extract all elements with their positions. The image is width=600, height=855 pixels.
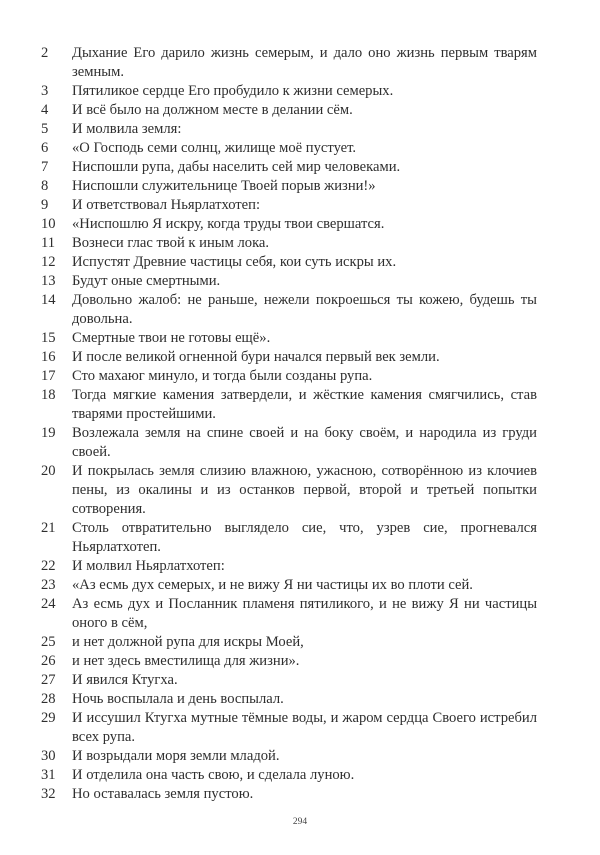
verse-row <box>41 101 537 120</box>
verse-text: «Аз есмь дух семерых, и не вижу Я ни частицы их во плоти сей. <box>72 577 473 593</box>
verse-text: Столь отвратительно выглядело сие, что, узрев сие, прогневался Ньярлатхотеп. <box>72 520 537 555</box>
verse-number: 28 <box>41 691 56 707</box>
verse-number: 30 <box>41 748 56 764</box>
verse-number: 25 <box>41 634 56 650</box>
verse-list <box>41 44 537 804</box>
verse-number: 19 <box>41 425 56 441</box>
verse-number: 14 <box>41 292 56 308</box>
verse-number: 18 <box>41 387 56 403</box>
verse-number: 3 <box>41 83 49 99</box>
verse-text: И явился Ктугха. <box>72 672 178 688</box>
verse-text: «Ниспошлю Я искру, когда труды твои свершатся. <box>72 216 385 232</box>
verse-row <box>41 633 537 652</box>
verse-number: 17 <box>41 368 56 384</box>
verse-text: И после великой огненной бури начался первый век земли. <box>72 349 440 365</box>
verse-number: 12 <box>41 254 56 270</box>
verse-number: 5 <box>41 121 49 137</box>
verse-row <box>41 196 537 215</box>
verse-number: 20 <box>41 463 56 479</box>
verse-row <box>41 424 537 462</box>
verse-text: Ночь воспылала и день воспылал. <box>72 691 284 707</box>
verse-text: И всё было на должном месте в делании сём. <box>72 102 353 118</box>
verse-number: 24 <box>41 596 56 612</box>
verse-row <box>41 785 537 804</box>
page-number: 294 <box>292 817 308 827</box>
verse-text: И иссушил Ктугха мутные тёмные воды, и жаром сердца Своего истребил всех рупа. <box>72 710 537 745</box>
verse-row <box>41 177 537 196</box>
verse-text: Испустят Древние частицы себя, кои суть искры их. <box>72 254 397 270</box>
verse-number: 16 <box>41 349 56 365</box>
verse-number: 4 <box>41 102 49 118</box>
verse-text: Сто махаюг минуло, и тогда были созданы рупа. <box>72 368 373 384</box>
verse-number: 31 <box>41 767 56 783</box>
verse-row <box>41 82 537 101</box>
verse-number: 26 <box>41 653 56 669</box>
verse-number: 2 <box>41 45 49 61</box>
verse-number: 22 <box>41 558 56 574</box>
verse-row <box>41 595 537 633</box>
verse-text: Аз есмь дух и Посланник пламеня пятиликого, и не вижу Я ни частицы оного в сём, <box>72 596 537 631</box>
verse-number: 11 <box>41 235 56 251</box>
verse-text: Ниспошли служительнице Твоей порыв жизни!» <box>72 178 376 194</box>
verse-text: И покрылась земля слизию влажною, ужасною, сотворённою из клочиев пены, из окалины и из останков первой, второй и третьей попытки сотворения. <box>72 463 537 517</box>
verse-number: 23 <box>41 577 56 593</box>
verse-text: И молвил Ньярлатхотеп: <box>72 558 225 574</box>
verse-number: 13 <box>41 273 56 289</box>
verse-row <box>41 747 537 766</box>
verse-row <box>41 671 537 690</box>
verse-text: Будут оные смертными. <box>72 273 221 289</box>
verse-row <box>41 690 537 709</box>
verse-text: Довольно жалоб: не раньше, нежели покроешься ты кожею, будешь ты довольна. <box>72 292 537 327</box>
verse-row <box>41 709 537 747</box>
verse-row <box>41 557 537 576</box>
verse-text: Дыхание Его дарило жизнь семерым, и дало оно жизнь первым тварям земным. <box>72 45 537 80</box>
verse-row <box>41 215 537 234</box>
verse-row <box>41 766 537 785</box>
verse-row <box>41 139 537 158</box>
verse-number: 10 <box>41 216 56 232</box>
verse-text: и нет должной рупа для искры Моей, <box>72 634 304 650</box>
verse-row <box>41 44 537 82</box>
verse-row <box>41 462 537 519</box>
verse-text: И отделила она часть свою, и сделала луною. <box>72 767 355 783</box>
verse-row <box>41 348 537 367</box>
verse-row <box>41 158 537 177</box>
verse-row <box>41 576 537 595</box>
verse-text: «О Господь семи солнц, жилище моё пустует. <box>72 140 357 156</box>
verse-number: 21 <box>41 520 56 536</box>
verse-row <box>41 234 537 253</box>
verse-number: 32 <box>41 786 56 802</box>
verse-row <box>41 652 537 671</box>
verse-number: 27 <box>41 672 56 688</box>
verse-text: И ответствовал Ньярлатхотеп: <box>72 197 261 213</box>
verse-row <box>41 367 537 386</box>
verse-number: 29 <box>41 710 56 726</box>
verse-text: Вознеси глас твой к иным лока. <box>72 235 270 251</box>
verse-text: И молвила земля: <box>72 121 182 137</box>
verse-text: Смертные твои не готовы ещё». <box>72 330 271 346</box>
verse-text: И возрыдали моря земли младой. <box>72 748 280 764</box>
verse-row <box>41 253 537 272</box>
verse-row <box>41 386 537 424</box>
verse-text: Пятиликое сердце Его пробудило к жизни семерых. <box>72 83 394 99</box>
verse-number: 8 <box>41 178 49 194</box>
verse-row <box>41 120 537 139</box>
verse-text: Возлежала земля на спине своей и на боку своём, и народила из груди своей. <box>72 425 537 460</box>
verse-number: 9 <box>41 197 49 213</box>
verse-number: 15 <box>41 330 56 346</box>
verse-text: Но оставалась земля пустою. <box>72 786 254 802</box>
verse-row <box>41 519 537 557</box>
verse-row <box>41 272 537 291</box>
verse-row <box>41 329 537 348</box>
verse-row <box>41 291 537 329</box>
verse-number: 6 <box>41 140 49 156</box>
verse-text: Тогда мягкие камения затвердели, и жёсткие камения смягчились, став тварями простейшими. <box>72 387 537 422</box>
verse-text: Ниспошли рупа, дабы населить сей мир человеками. <box>72 159 401 175</box>
verse-text: и нет здесь вместилища для жизни». <box>72 653 300 669</box>
verse-number: 7 <box>41 159 49 175</box>
